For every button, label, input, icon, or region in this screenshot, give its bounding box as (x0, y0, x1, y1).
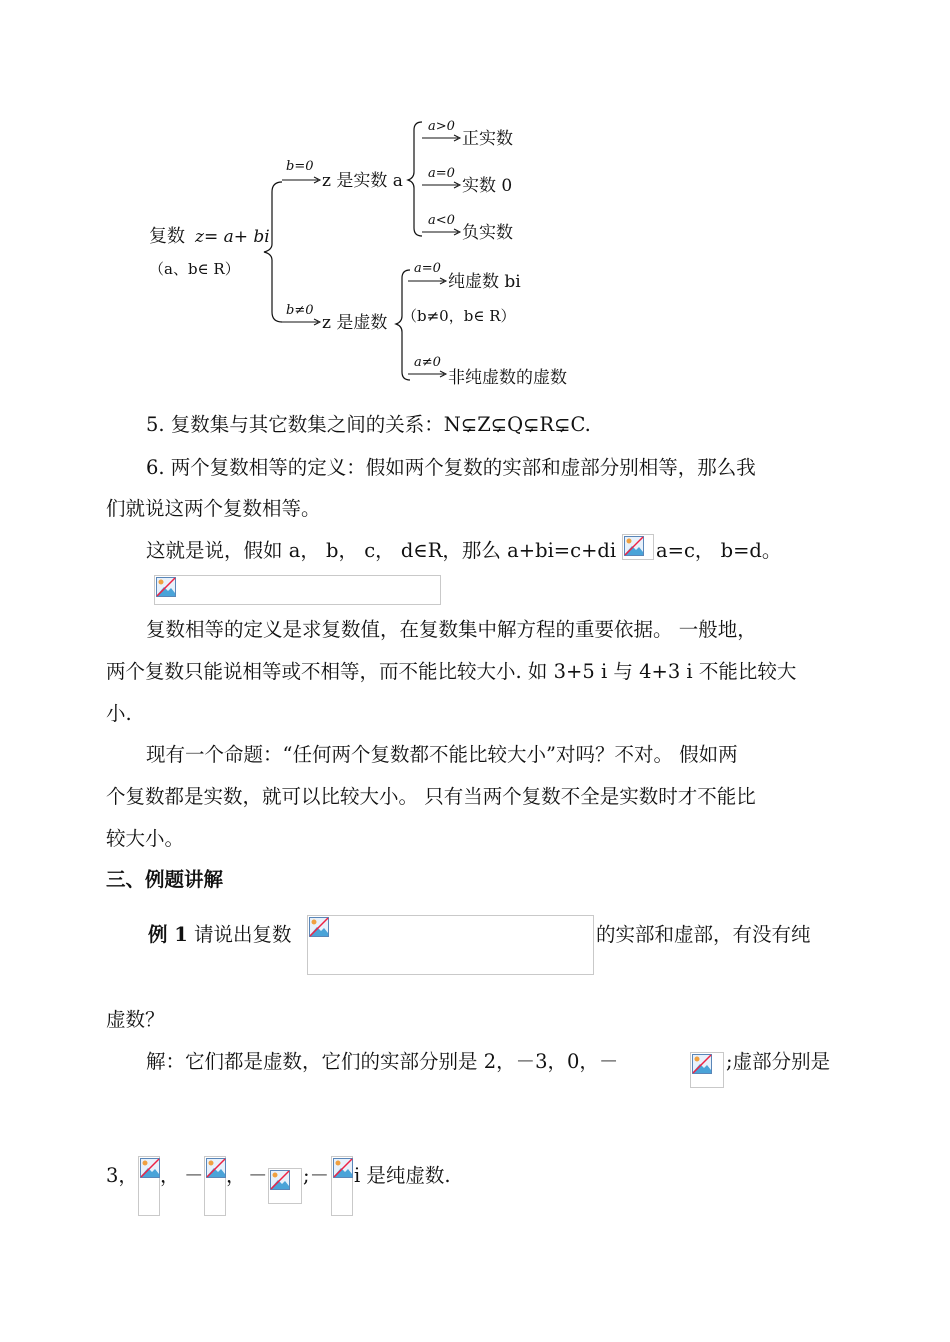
broken-image-icon (156, 577, 176, 597)
upper-item-cond-2: a=0 (428, 166, 455, 181)
broken-image (138, 1156, 160, 1216)
paragraph-1-line-2: 两个复数只能说相等或不相等，而不能比较大小. 如 3+5 i 与 4+3 i 不能比较大 (106, 660, 797, 683)
equality-line: 这就是说，假如 a， b， c， d∈R，那么 a+bi=c+di (146, 539, 617, 562)
broken-image-icon (206, 1158, 226, 1178)
example-1-label: 例 1 (148, 923, 188, 946)
item-6-line-1: 6. 两个复数相等的定义：假如两个复数的实部和虚部分别相等，那么我 (146, 456, 756, 479)
upper-condition: b=0 (286, 159, 314, 174)
broken-image (307, 915, 594, 975)
paragraph-2-line-2: 个复数都是实数，就可以比较大小。 只有当两个复数不全是实数时才不能比 (106, 785, 756, 808)
broken-image-icon (270, 1170, 290, 1190)
lower-item-cond-2: a≠0 (414, 355, 441, 370)
solution-line-1-end: ;虚部分别是 (726, 1050, 831, 1073)
lower-label: z 是虚数 (322, 313, 388, 333)
broken-image-icon (140, 1158, 160, 1178)
broken-image (268, 1168, 302, 1204)
example-1-text-b: 的实部和虚部，有没有纯 (596, 923, 811, 946)
example-1-text-a: 请说出复数 (194, 923, 292, 946)
broken-image (331, 1156, 353, 1216)
broken-image-icon (624, 536, 644, 556)
solution-end: i 是纯虚数. (354, 1164, 451, 1187)
solution-comma-2: ， (226, 1164, 246, 1187)
broken-image (622, 534, 654, 560)
diagram-root-label: 复数 (149, 226, 185, 247)
lower-item-sub-1: （b≠0，b∈ R） (402, 307, 516, 325)
equality-result: a=c， b=d。 (656, 539, 782, 562)
paragraph-1-line-1: 复数相等的定义是求复数值，在复数集中解方程的重要依据。 一般地， (146, 618, 757, 641)
broken-image (154, 575, 441, 605)
paragraph-2-line-1: 现有一个命题：“任何两个复数都不能比较大小”对吗？不对。 假如两 (146, 743, 738, 766)
diagram-root-formula: z= a+ bi (195, 227, 270, 247)
broken-image (690, 1052, 724, 1088)
solution-minus-1: － (184, 1164, 204, 1187)
item-6-line-2: 们就说这两个复数相等。 (106, 497, 321, 520)
lower-item-cond-1: a=0 (414, 261, 441, 276)
diagram-root-condition: （a、b∈ R） (149, 260, 240, 278)
solution-comma-1: ， (160, 1164, 180, 1187)
broken-image-icon (333, 1158, 353, 1178)
lower-brace (396, 270, 410, 380)
broken-image-icon (309, 917, 329, 937)
upper-item-label-3: 负实数 (462, 223, 513, 243)
paragraph-1-line-3: 小. (106, 702, 132, 725)
solution-3: 3， (106, 1164, 138, 1187)
main-brace (264, 182, 282, 322)
upper-item-label-1: 正实数 (462, 129, 513, 149)
solution-semi: ;－ (303, 1164, 330, 1187)
broken-image (204, 1156, 226, 1216)
lower-item-label-1: 纯虚数 bi (448, 272, 521, 292)
lower-item-label-2: 非纯虚数的虚数 (448, 368, 567, 388)
item-5-number-sets: 5. 复数集与其它数集之间的关系：N⊊Z⊊Q⊊R⊊C. (146, 413, 591, 436)
upper-item-cond-1: a>0 (428, 119, 455, 134)
solution-line-1: 解：它们都是虚数，它们的实部分别是 2，－3，0，－ (146, 1050, 619, 1073)
broken-image-icon (692, 1054, 712, 1074)
upper-brace (408, 122, 422, 236)
solution-minus-2: － (248, 1164, 268, 1187)
upper-item-label-2: 实数 0 (462, 176, 513, 196)
paragraph-2-line-3: 较大小。 (106, 827, 185, 850)
complex-number-classification-diagram (140, 110, 600, 400)
upper-item-cond-3: a<0 (428, 213, 455, 228)
section-3-heading: 三、例题讲解 (106, 868, 224, 891)
lower-condition: b≠0 (286, 303, 314, 318)
example-1-text-c: 虚数？ (106, 1008, 165, 1031)
upper-label: z 是实数 a (322, 171, 403, 191)
